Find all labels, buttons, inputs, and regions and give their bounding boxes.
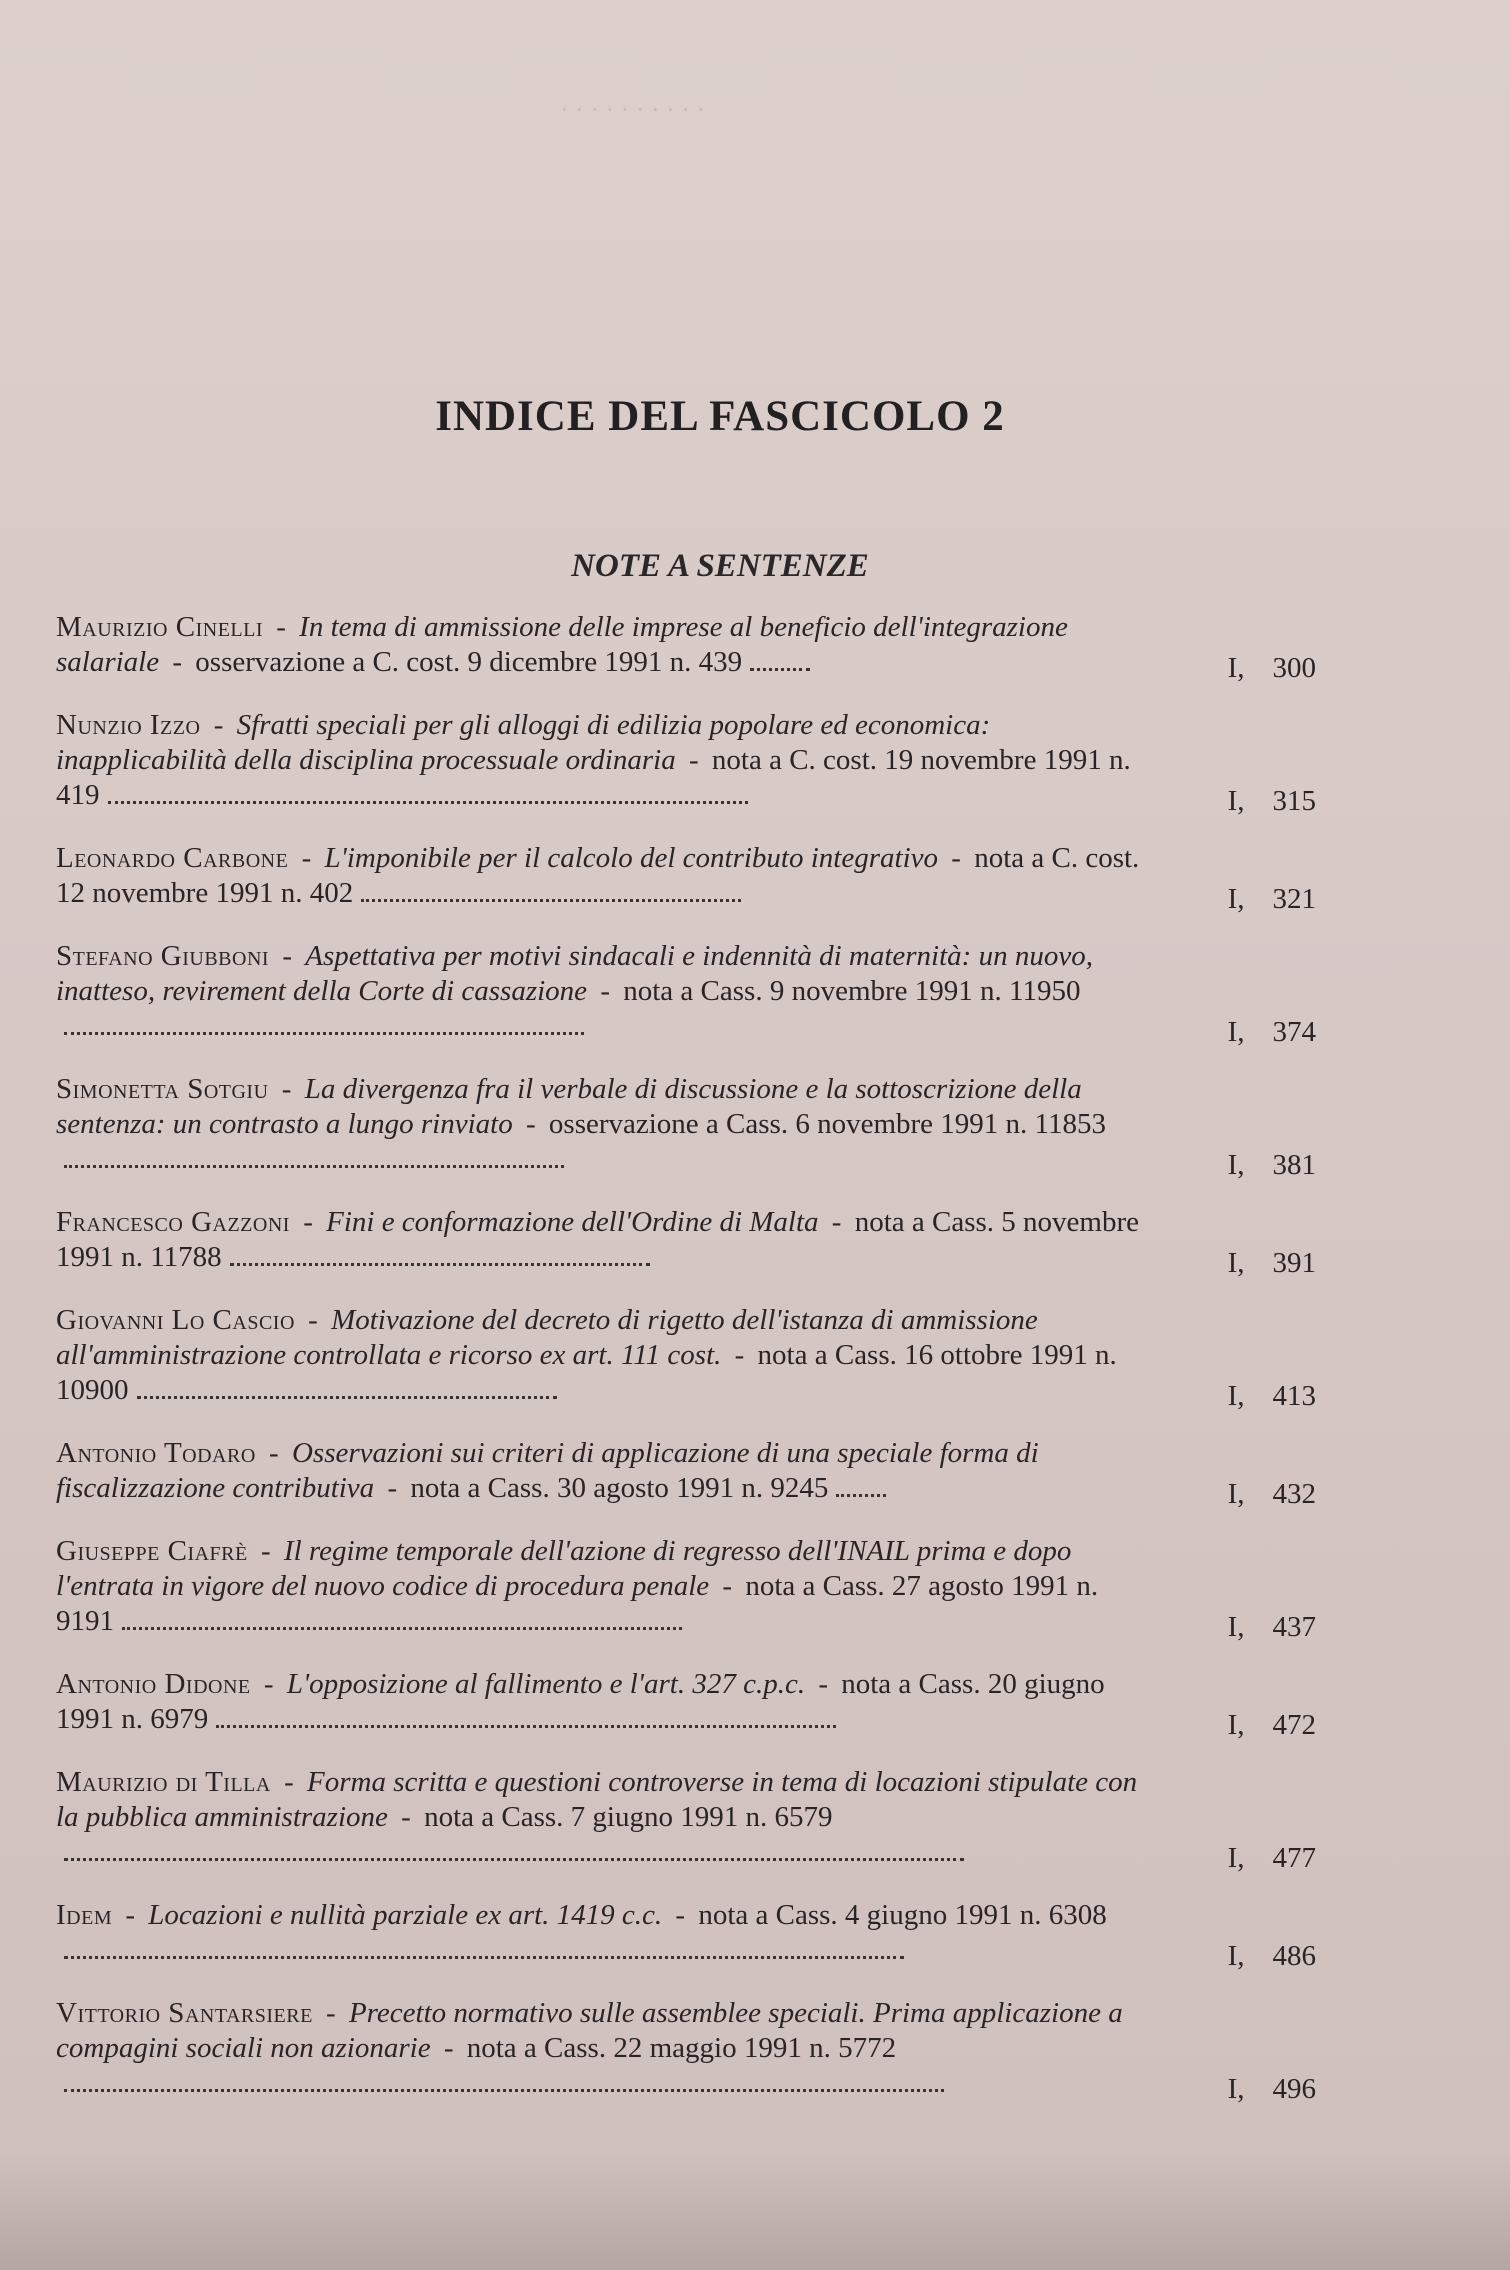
entry-author: Antonio Didone bbox=[56, 1668, 251, 1700]
entry-page: 496 bbox=[1272, 2073, 1316, 2105]
entry-author: Vittorio Santarsiere bbox=[56, 1997, 313, 2029]
entry-page: 391 bbox=[1272, 1247, 1316, 1279]
entry-volume: I, bbox=[1227, 1149, 1245, 1181]
entry-volume: I, bbox=[1227, 883, 1245, 915]
entry-note: nota a C. cost. 19 novembre 1991 n. 419 bbox=[56, 744, 1131, 811]
leader-dots bbox=[64, 1956, 904, 1959]
entry-volume: I, bbox=[1227, 1940, 1245, 1972]
leader-dots bbox=[137, 1396, 557, 1399]
entry-author: Leonardo Carbone bbox=[56, 842, 289, 874]
leader-dots bbox=[216, 1725, 836, 1728]
leader-dots bbox=[836, 1494, 886, 1497]
entry-note: nota a Cass. 22 maggio 1991 n. 5772 bbox=[466, 2032, 897, 2064]
leader-dots bbox=[361, 899, 741, 902]
list-item: Simonetta Sotgiu - La divergenza fra il verbale di discussione e la sottoscrizione della sentenza: un contrasto a lungo rinviato - osservazione a Cass. 6 novembre 1991 n. 11853 I, 381 bbox=[56, 1073, 1316, 1181]
list-item: Stefano Giubboni - Aspettativa per motivi sindacali e indennità di maternità: un nuovo, inatteso, revirement della Corte di cassazione - nota a Cass. 9 novembre 1991 n. 11950 I, 374 bbox=[56, 940, 1316, 1048]
entry-note: nota a Cass. 9 novembre 1991 n. 11950 bbox=[623, 975, 1081, 1007]
leader-dots bbox=[64, 1032, 584, 1035]
entry-volume: I, bbox=[1227, 1709, 1245, 1741]
entry-title: Locazioni e nullità parziale ex art. 1419 c.c. bbox=[148, 1899, 663, 1931]
entry-volume: I, bbox=[1227, 652, 1245, 684]
entry-author: Simonetta Sotgiu bbox=[56, 1073, 269, 1105]
entry-note: osservazione a C. cost. 9 dicembre 1991 n. 439 bbox=[195, 646, 743, 678]
list-item: Giuseppe Ciafrè - Il regime temporale dell'azione di regresso dell'INAIL prima e dopo l'entrata in vigore del nuovo codice di procedura penale - nota a Cass. 27 agosto 1991 n. 9191 I, 437 bbox=[56, 1535, 1316, 1643]
entry-author: Maurizio di Tilla bbox=[56, 1766, 271, 1798]
entry-volume: I, bbox=[1227, 1842, 1245, 1874]
entry-volume: I, bbox=[1227, 1611, 1245, 1643]
leader-dots bbox=[64, 1165, 564, 1168]
entry-page: 486 bbox=[1272, 1940, 1316, 1972]
list-item: Nunzio Izzo - Sfratti speciali per gli alloggi di edilizia popolare ed economica: inapplicabilità della disciplina processuale ordinaria - nota a C. cost. 19 novembre 1991 n. 419 I, 315 bbox=[56, 709, 1316, 817]
entry-author: Idem bbox=[56, 1899, 113, 1931]
bleed-through-text: · · · · · · · · · · bbox=[560, 95, 706, 124]
entry-title: Motivazione del decreto di rigetto dell'istanza di ammissione all'amministrazione controllata e ricorso ex art. 111 cost. bbox=[56, 1304, 1038, 1371]
page-title: INDICE DEL FASCICOLO 2 bbox=[435, 393, 1005, 440]
entry-author: Antonio Todaro bbox=[56, 1437, 256, 1469]
entry-volume: I, bbox=[1227, 1247, 1245, 1279]
entry-page: 437 bbox=[1272, 1611, 1316, 1643]
entry-volume: I, bbox=[1227, 1016, 1245, 1048]
entry-note: nota a Cass. 27 agosto 1991 n. 9191 bbox=[56, 1570, 1099, 1637]
entry-page: 300 bbox=[1272, 652, 1316, 684]
leader-dots bbox=[230, 1263, 650, 1266]
entry-title: Sfratti speciali per gli alloggi di edilizia popolare ed economica: inapplicabilità della disciplina processuale ordinaria bbox=[56, 709, 991, 776]
entry-title: In tema di ammissione delle imprese al beneficio dell'integrazione salariale bbox=[56, 611, 1068, 678]
entry-page: 432 bbox=[1272, 1478, 1316, 1510]
leader-dots bbox=[108, 801, 748, 804]
entries-list bbox=[56, 610, 1356, 2129]
entry-note: nota a C. cost. 12 novembre 1991 n. 402 bbox=[56, 842, 1140, 909]
entry-volume: I, bbox=[1227, 785, 1245, 817]
entry-author: Stefano Giubboni bbox=[56, 940, 270, 972]
list-item: Antonio Didone - L'opposizione al fallimento e l'art. 327 c.p.c. - nota a Cass. 20 giugno 1991 n. 6979 I, 472 bbox=[56, 1668, 1316, 1741]
entry-note: osservazione a Cass. 6 novembre 1991 n. 11853 bbox=[548, 1108, 1106, 1140]
entry-author: Giovanni Lo Cascio bbox=[56, 1304, 295, 1336]
entry-note: nota a Cass. 30 agosto 1991 n. 9245 bbox=[410, 1472, 829, 1504]
page-shadow bbox=[0, 2150, 1510, 2270]
entry-author: Francesco Gazzoni bbox=[56, 1206, 290, 1238]
leader-dots bbox=[750, 668, 810, 671]
entry-note: nota a Cass. 20 giugno 1991 n. 6979 bbox=[56, 1668, 1105, 1735]
entry-volume: I, bbox=[1227, 1380, 1245, 1412]
entry-title: L'opposizione al fallimento e l'art. 327 c.p.c. bbox=[286, 1668, 806, 1700]
list-item: Leonardo Carbone - L'imponibile per il calcolo del contributo integrativo - nota a C. cost. 12 novembre 1991 n. 402 I, 321 bbox=[56, 842, 1316, 915]
entry-author: Giuseppe Ciafrè bbox=[56, 1535, 248, 1567]
entry-page: 477 bbox=[1272, 1842, 1316, 1874]
list-item: Maurizio di Tilla - Forma scritta e questioni controverse in tema di locazioni stipulate con la pubblica amministrazione - nota a Cass. 7 giugno 1991 n. 6579 I, 477 bbox=[56, 1766, 1316, 1874]
entry-note: nota a Cass. 5 novembre 1991 n. 11788 bbox=[56, 1206, 1139, 1273]
entry-note: nota a Cass. 16 ottobre 1991 n. 10900 bbox=[56, 1339, 1117, 1406]
leader-dots bbox=[64, 2089, 944, 2092]
entry-page: 472 bbox=[1272, 1709, 1316, 1741]
entry-note: nota a Cass. 4 giugno 1991 n. 6308 bbox=[698, 1899, 1107, 1931]
entry-title: Fini e conformazione dell'Ordine di Malta bbox=[326, 1206, 819, 1238]
entry-volume: I, bbox=[1227, 2073, 1245, 2105]
entry-note: nota a Cass. 7 giugno 1991 n. 6579 bbox=[424, 1801, 833, 1833]
list-item: Francesco Gazzoni - Fini e conformazione dell'Ordine di Malta - nota a Cass. 5 novembre 1991 n. 11788 I, 391 bbox=[56, 1206, 1316, 1279]
entry-page: 315 bbox=[1272, 785, 1316, 817]
entry-author: Nunzio Izzo bbox=[56, 709, 201, 741]
entry-title: La divergenza fra il verbale di discussione e la sottoscrizione della sentenza: un contrasto a lungo rinviato bbox=[56, 1073, 1082, 1140]
list-item: Idem - Locazioni e nullità parziale ex art. 1419 c.c. - nota a Cass. 4 giugno 1991 n. 6308 I, 486 bbox=[56, 1899, 1316, 1972]
list-item: Maurizio Cinelli - In tema di ammissione delle imprese al beneficio dell'integrazione salariale - osservazione a C. cost. 9 dicembre 1991 n. 439 I, 300 bbox=[56, 611, 1316, 684]
list-item: Vittorio Santarsiere - Precetto normativo sulle assemblee speciali. Prima applicazione a compagini sociali non azionarie - nota a Cass. 22 maggio 1991 n. 5772 I, 496 bbox=[56, 1997, 1316, 2105]
entry-title: Il regime temporale dell'azione di regresso dell'INAIL prima e dopo l'entrata in vigore del nuovo codice di procedura penale bbox=[56, 1535, 1072, 1602]
entry-page: 381 bbox=[1272, 1149, 1316, 1181]
entry-title: Precetto normativo sulle assemblee speciali. Prima applicazione a compagini sociali non azionarie bbox=[56, 1997, 1123, 2064]
entry-title: Aspettativa per motivi sindacali e indennità di maternità: un nuovo, inatteso, revirement della Corte di cassazione bbox=[56, 940, 1093, 1007]
entry-title: Osservazioni sui criteri di applicazione di una speciale forma di fiscalizzazione contributiva bbox=[56, 1437, 1039, 1504]
leader-dots bbox=[122, 1627, 682, 1630]
list-item: Antonio Todaro - Osservazioni sui criteri di applicazione di una speciale forma di fiscalizzazione contributiva - nota a Cass. 30 agosto 1991 n. 9245 I, 432 bbox=[56, 1437, 1316, 1510]
entry-page: 413 bbox=[1272, 1380, 1316, 1412]
leader-dots bbox=[64, 1858, 964, 1861]
entry-author: Maurizio Cinelli bbox=[56, 611, 263, 643]
entry-title: Forma scritta e questioni controverse in tema di locazioni stipulate con la pubblica amministrazione bbox=[56, 1766, 1138, 1833]
entry-page: 321 bbox=[1272, 883, 1316, 915]
list-item: Giovanni Lo Cascio - Motivazione del decreto di rigetto dell'istanza di ammissione all'amministrazione controllata e ricorso ex art. 111 cost. - nota a Cass. 16 ottobre 1991 n. 10900 I, 413 bbox=[56, 1304, 1316, 1412]
entry-page: 374 bbox=[1272, 1016, 1316, 1048]
section-heading: NOTE A SENTENZE bbox=[571, 548, 869, 584]
entry-volume: I, bbox=[1227, 1478, 1245, 1510]
entry-title: L'imponibile per il calcolo del contributo integrativo bbox=[324, 842, 939, 874]
